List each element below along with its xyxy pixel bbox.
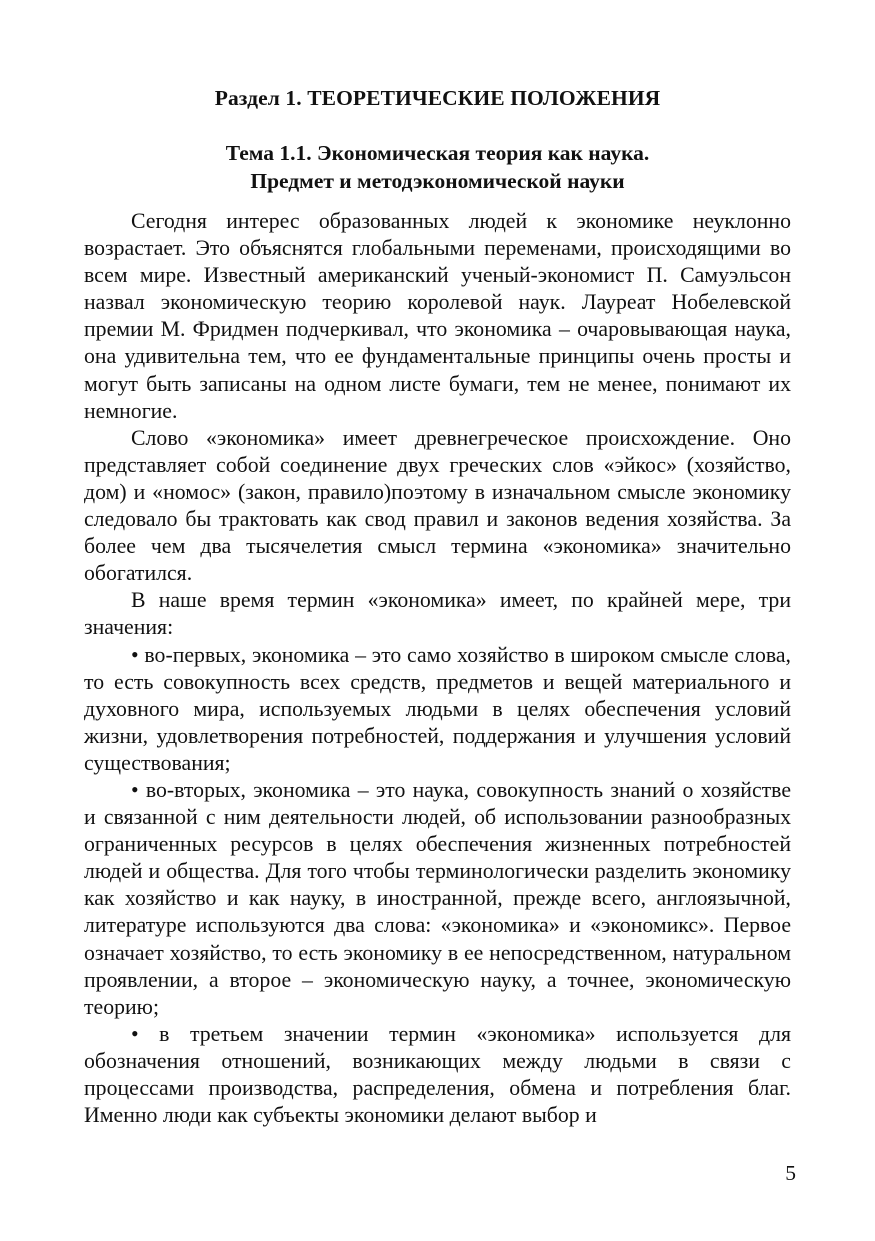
topic-title-line-2: Предмет и методэкономической науки [250, 169, 625, 193]
bullet-item: • во-первых, экономика – это само хозяйство в широком смысле слова, то есть совокупность всех средств, предметов и вещей материального и духовного мира, используемых людьми в целях обеспечения условий жизни, удовлетворения потребностей, поддержания и улучшения условий существования; [84, 642, 791, 775]
section-title: Раздел 1. ТЕОРЕТИЧЕСКИЕ ПОЛОЖЕНИЯ [214, 86, 661, 110]
bullet-item: • в третьем значении термин «экономика» используется для обозначения отношений, возникающих между людьми в связи с процессами производства, распределения, обмена и потребления благ. Именно люди как субъекты экономики делают выбор и [84, 1021, 791, 1128]
topic-title-line-1: Тема 1.1. Экономическая теория как наука. [225, 141, 650, 165]
body-text [84, 208, 791, 1129]
paragraph: В наше время термин «экономика» имеет, по крайней мере, три значения: [84, 588, 791, 640]
paragraph: Слово «экономика» имеет древнегреческое происхождение. Оно представляет собой соединение двух греческих слов «эйкос» (хозяйство, дом) и «номос» (закон, правило)поэтому в изначальном смысле экономику следовало бы трактовать как свод правил и законов ведения хозяйства. За более чем два тысячелетия смысл термина «экономика» значительно обогатился. [84, 425, 791, 586]
page-number: 5 [785, 1161, 796, 1185]
paragraph: Сегодня интерес образованных людей к экономике неуклонно возрастает. Это объяснятся глобальными переменами, происходящими во всем мире. Известный американский ученый-экономист П. Самуэльсон назвал экономическую теорию королевой наук. Лауреат Нобелевской премии М. Фридмен подчеркивал, что экономика – очаровывающая наука, она удивительна тем, что ее фундаментальные принципы очень просты и могут быть записаны на одном листе бумаги, тем не менее, понимают их немногие. [84, 209, 791, 423]
topic-title [0, 139, 875, 195]
bullet-item: • во-вторых, экономика – это наука, совокупность знаний о хозяйстве и связанной с ним деятельности людей, об использовании разнообразных ограниченных ресурсов в целях обеспечения жизненных потребностей людей и общества. Для того чтобы терминологически разделить экономику как хозяйство и как науку, в иностранной, прежде всего, англоязычной, литературе используются два слова: «экономика» и «экономикс». Первое означает хозяйство, то есть экономику в ее непосредственном, натуральном проявлении, а второе – экономическую науку, а точнее, экономическую теорию; [84, 777, 791, 1019]
